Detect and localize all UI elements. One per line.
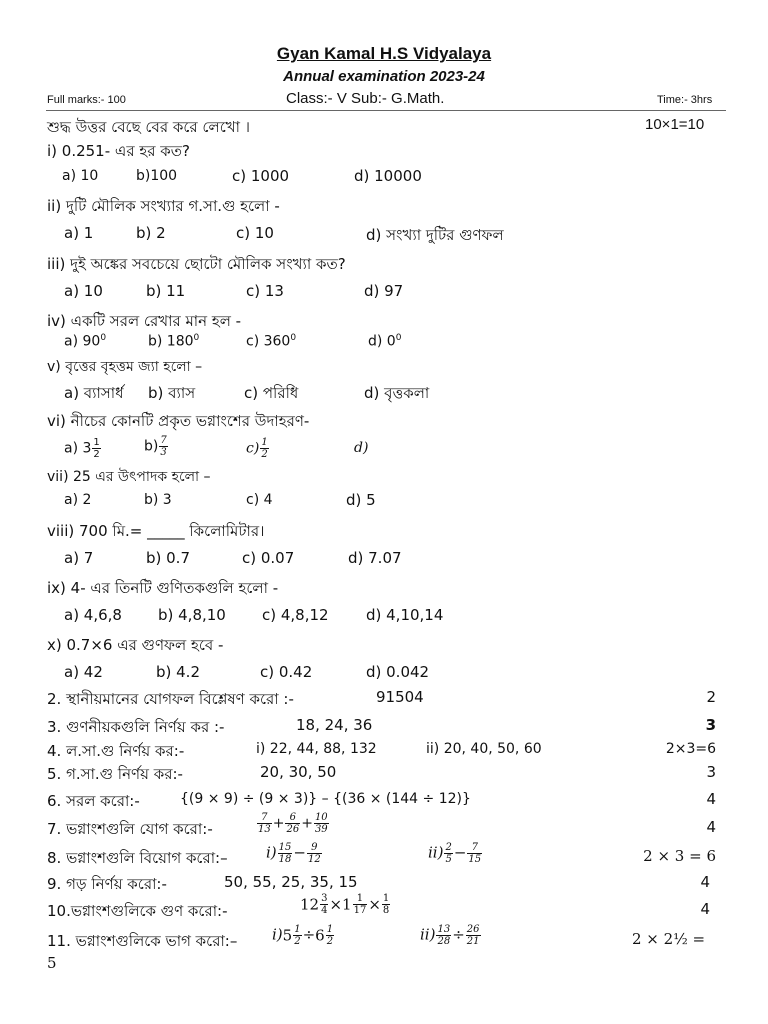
- option: c) 4,8,12: [262, 606, 329, 624]
- question-4-part-i: i) 22, 44, 88, 132: [256, 741, 377, 757]
- option: a) 42: [64, 663, 103, 681]
- option: d) $0^0$: [368, 333, 402, 350]
- full-marks: Full marks:- 100: [47, 94, 126, 106]
- class-subject: Class:- V Sub:- G.Math.: [286, 90, 445, 107]
- question-9-marks: 4: [700, 873, 710, 891]
- option: a) 4,6,8: [64, 606, 122, 624]
- option: b) 0.7: [146, 549, 190, 567]
- question-8-part-ii: ii) $\frac{2}{5}$ − $\frac{7}{15}$: [428, 842, 482, 865]
- question-7: 7. ভগ্নাংশগুলি যোগ করো:-: [47, 820, 213, 838]
- question-7-marks: 4: [706, 818, 716, 836]
- question-3: 3. গুণনীয়কগুলি নির্ণয় কর :-: [47, 718, 225, 736]
- school-name: Gyan Kamal H.S Vidyalaya: [276, 44, 492, 63]
- question-7-expression: $\frac{7}{13}$ + $\frac{6}{26}$ + $\frac{10}{39}$: [258, 812, 328, 835]
- question-vii: vii) 25 এর উৎপাদক হলো –: [47, 469, 211, 485]
- question-5-marks: 3: [706, 763, 716, 781]
- question-2-marks: 2: [706, 688, 716, 706]
- option: d) বৃত্তকলা: [364, 384, 430, 402]
- question-11-marks: 2 × 2½ =: [632, 930, 706, 948]
- option: d) 7.07: [348, 549, 402, 567]
- header-divider: [46, 110, 726, 111]
- option: c) 0.42: [260, 663, 313, 681]
- option: c) 0.07: [242, 549, 295, 567]
- question-3-value: 18, 24, 36: [296, 716, 373, 734]
- exam-title: Annual examination 2023-24: [283, 68, 485, 85]
- question-ii: ii) দুটি মৌলিক সংখ্যার গ.সা.গু হলো -: [47, 197, 280, 215]
- option: a) $90^0$: [64, 333, 107, 350]
- option-fraction: b) $\frac{7}{3}$: [144, 435, 167, 458]
- option: b)100: [136, 168, 178, 184]
- option: d) 4,10,14: [366, 606, 444, 624]
- option: d): [354, 440, 369, 456]
- option: a) 10: [62, 168, 99, 184]
- question-10-expression: 12 $\frac{3}{4}$ ×1 $\frac{1}{17}$ × $\frac{1}{8}$: [300, 893, 390, 916]
- question-11-part-ii: ii) $\frac{13}{28}$ ÷ $\frac{26}{21}$: [420, 924, 480, 947]
- option: a) 1: [64, 224, 94, 242]
- option: a) 2: [64, 492, 92, 508]
- question-10: 10.ভগ্নাংশগুলিকে গুণ করো:-: [47, 902, 228, 920]
- question-8-part-i: i) $\frac{15}{18}$ − $\frac{9}{12}$: [266, 842, 321, 865]
- question-11-part-i: i)5 $\frac{1}{2}$ ÷6 $\frac{1}{2}$: [272, 924, 334, 947]
- question-6-expression: {(9 × 9) ÷ (9 × 3)} – {(36 × (144 ÷ 12)}: [180, 791, 471, 807]
- question-6-marks: 4: [706, 790, 716, 808]
- question-4-part-ii: ii) 20, 40, 50, 60: [426, 741, 542, 757]
- option: b) 3: [144, 492, 172, 508]
- question-vi: vi) নীচের কোনটি প্রকৃত ভগ্নাংশের উদাহরণ-: [47, 412, 310, 430]
- option: c) 10: [236, 224, 274, 242]
- question-x: x) 0.7×6 এর গুণফল হবে -: [47, 636, 224, 654]
- option: b) $180^0$: [148, 333, 200, 350]
- question-2-value: 91504: [376, 688, 424, 706]
- option: c) 13: [246, 282, 284, 300]
- option: d) সংখ্যা দুটির গুণফল: [366, 226, 504, 244]
- option: c) পরিধি: [244, 384, 299, 402]
- option: d) 97: [364, 282, 404, 300]
- section-instruction: শুদ্ধ উত্তর বেছে বের করে লেখো ।: [47, 118, 251, 136]
- question-iii: iii) দুই অঙ্কের সবচেয়ে ছোটো মৌলিক সংখ্যা কত?: [47, 255, 346, 273]
- question-4-marks: 2×3=6: [665, 741, 716, 757]
- option: a) 10: [64, 282, 103, 300]
- option: a) 7: [64, 549, 94, 567]
- question-2: 2. স্থানীয়মানের যোগফল বিশ্লেষণ করো :-: [47, 690, 294, 708]
- option-fraction: c) $\frac{1}{2}$: [246, 437, 268, 460]
- question-i: i) 0.251- এর হর কত?: [47, 142, 190, 160]
- question-5: 5. গ.সা.গু নির্ণয় কর:-: [47, 765, 183, 783]
- question-9-value: 50, 55, 25, 35, 15: [224, 873, 358, 891]
- question-iv: iv) একটি সরল রেখার মান হল -: [47, 312, 242, 330]
- question-8-marks: 2 × 3 = 6: [643, 847, 716, 865]
- question-3-marks: 3: [705, 716, 716, 734]
- option: b) 11: [146, 282, 186, 300]
- option: c) 4: [246, 492, 273, 508]
- option: d) 0.042: [366, 663, 430, 681]
- option-mixed-fraction: a) 3 $\frac{1}{2}$: [64, 437, 100, 460]
- option: b) 2: [136, 224, 166, 242]
- question-viii: viii) 700 মি.= _____ কিলোমিটার।: [47, 522, 265, 540]
- option: a) ব্যাসার্ধ: [64, 384, 124, 402]
- option: d) 5: [346, 491, 376, 509]
- option: b) 4.2: [156, 663, 200, 681]
- section-marks: 10×1=10: [645, 116, 705, 133]
- option: d) 10000: [354, 167, 422, 185]
- question-11: 11. ভগ্নাংশগুলিকে ভাগ করো:–: [47, 932, 238, 950]
- question-5-value: 20, 30, 50: [260, 763, 337, 781]
- option: c) $360^0$: [246, 333, 297, 350]
- question-ix: ix) 4- এর তিনটি গুণিতকগুলি হলো -: [47, 579, 279, 597]
- option: c) 1000: [232, 167, 290, 185]
- question-v: v) বৃত্তের বৃহত্তম জ্যা হলো –: [47, 359, 203, 375]
- question-9: 9. গড় নির্ণয় করো:-: [47, 875, 167, 893]
- option: b) ব্যাস: [148, 384, 196, 402]
- question-4: 4. ল.সা.গু নির্ণয় কর:-: [47, 742, 185, 760]
- question-10-marks: 4: [700, 900, 710, 918]
- question-6: 6. সরল করো:-: [47, 792, 140, 810]
- question-11-marks-continued: 5: [47, 954, 57, 972]
- time-allowed: Time:- 3hrs: [657, 94, 713, 106]
- question-8: 8. ভগ্নাংশগুলি বিয়োগ করো:–: [47, 849, 228, 867]
- option: b) 4,8,10: [158, 606, 226, 624]
